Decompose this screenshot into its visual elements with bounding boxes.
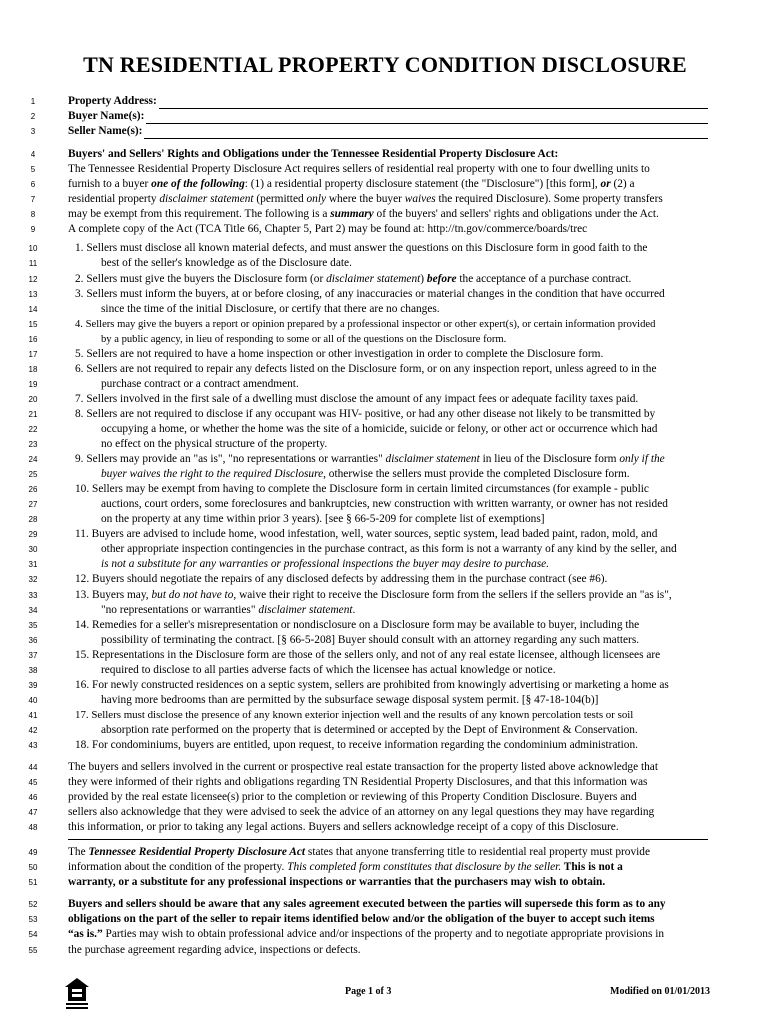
notice-text: the purchase agreement regarding advice, inspections or defects. [68,943,361,956]
text-line [0,845,770,860]
acknowledgement-text: sellers also acknowledge that they were advised to seek the advice of an attorney on any legal questions they may have regarding [68,806,655,819]
line-number: 37 [28,650,38,660]
form-row [0,109,770,124]
list-item [0,497,770,512]
item-text: 1. Sellers must disclose all known material defects, and must answer the questions on this Disclosure form in good faith to the [75,242,648,255]
list-item [0,678,770,693]
item-text: auctions, court orders, some foreclosures and bankruptcies, new construction with written warranty, or owner has not resided [101,498,668,511]
list-item [0,317,770,332]
list-item [0,738,770,753]
item-text: 5. Sellers are not required to have a home inspection or other investigation in order to complete the Disclosure form. [75,347,604,360]
list-item [0,482,770,497]
line-number: 11 [28,259,38,269]
item-text: other appropriate inspection contingencies in the purchase contract, as this form is not a warranty of any kind by the seller, and [101,543,677,556]
line-number: 8 [30,210,36,220]
seller-names-input[interactable] [144,127,708,139]
item-text: 8. Sellers are not required to disclose if any occupant was HIV- positive, or had any other disease not likely to be transmitted by [75,407,656,420]
line-number: 26 [28,485,38,495]
list-item [0,633,770,648]
acknowledgement-text: The buyers and sellers involved in the current or prospective real estate transaction for the property listed above acknowledge that [68,761,658,774]
line-number: 38 [28,665,38,675]
page-number: Page 1 of 3 [345,986,392,997]
list-item [0,392,770,407]
line-number: 47 [28,808,38,818]
list-item [0,588,770,603]
text-line [0,912,770,927]
item-text: 11. Buyers are advised to include home, wood infestation, well, water sources, septic system, lead baded paint, radon, mold, and [75,528,658,541]
acknowledgement-text: provided by the real estate licensee(s) prior to the completion or reviewing of this Property Condition Disclosure. Buyers and [68,791,637,804]
equal-housing-opportunity-icon [64,977,90,1011]
line-number: 4 [30,150,36,160]
text-line [0,805,770,820]
item-text: 17. Sellers must disclose the presence of any known exterior injection well and the results of any known percolation tests or soil [75,708,634,721]
line-number: 27 [28,500,38,510]
list-item [0,241,770,256]
line-number: 17 [28,349,38,359]
item-text: 16. For newly constructed residences on a septic system, sellers are prohibited from knowingly advertising or marketing a home as [75,678,669,691]
line-number: 33 [28,590,38,600]
item-text: possibility of terminating the contract. [§ 66-5-208] Buyer should consult with an attorney regarding any such matters. [101,633,640,646]
notice-text: information about the condition of the property. This completed form constitutes that disclosure by the seller. This is not a [68,861,623,874]
line-number: 13 [28,289,38,299]
line-number: 48 [28,823,38,833]
line-number: 9 [30,225,36,235]
line-number: 14 [28,304,38,314]
item-text: 9. Sellers may provide an "as is", "no representations or warranties" disclaimer statement in lieu of the Disclosure form only if the [75,453,665,466]
line-number: 34 [28,605,38,615]
text-line [0,927,770,942]
item-text: on the property at any time within prior 3 years). [see § 66-5-209 for complete list of exemptions] [101,513,545,526]
line-number: 32 [28,575,38,585]
list-item [0,287,770,302]
list-item [0,407,770,422]
line-number: 7 [30,195,36,205]
property-address-field[interactable] [68,94,708,109]
text-line [0,192,770,207]
item-text: buyer waives the right to the required Disclosure, otherwise the sellers must provide the completed Disclosure form. [101,468,630,481]
line-number: 49 [28,848,38,858]
list-item [0,302,770,317]
item-text: 4. Sellers may give the buyers a report or opinion prepared by a professional inspector or other expert(s), or certain information provided [75,318,656,330]
line-number: 6 [30,180,36,190]
line-number: 29 [28,530,38,540]
item-text: required to disclose to all parties adverse facts of which the licensee has actual knowledge or notice. [101,663,556,676]
item-text: 3. Sellers must inform the buyers, at or before closing, of any inaccuracies or material changes in the condition that have occurred [75,287,665,300]
line-number: 31 [28,560,38,570]
line-number: 21 [28,409,38,419]
seller-names-label: Seller Name(s): [68,125,143,138]
notice-text: obligations on the part of the seller to repair items identified below and/or the obligation of the buyer to accept such items [68,913,655,926]
item-text: 6. Sellers are not required to repair any defects listed on the Disclosure form, or on any inspection report, unless agreed to in the [75,362,657,375]
item-text: 15. Representations in the Disclosure form are those of the sellers only, and not of any real estate licensee, although licensees are [75,648,661,661]
line-number: 52 [28,900,38,910]
line-number: 39 [28,680,38,690]
notice-text: “as is.” Parties may wish to obtain professional advice and/or inspections of the property and to negotiate appropriate provisions in [68,928,665,941]
line-number: 50 [28,863,38,873]
form-body [0,94,770,958]
buyer-names-field[interactable] [68,109,708,124]
item-text: 14. Remedies for a seller's misrepresentation or nondisclosure on a Disclosure form may be available to buyer, including the [75,618,640,631]
rights-heading: Buyers' and Sellers' Rights and Obligations under the Tennessee Residential Property Disclosure Act: [68,148,559,161]
list-item [0,467,770,482]
line-number: 23 [28,440,38,450]
list-item [0,512,770,527]
item-text: 18. For condominiums, buyers are entitled, upon request, to receive information regarding the condominium administration. [75,738,638,751]
notice-text: Buyers and sellers should be aware that any sales agreement executed between the parties will supersede this form as to any [68,898,666,911]
list-item [0,693,770,708]
line-number: 12 [28,274,38,284]
list-item [0,648,770,663]
list-item [0,618,770,633]
item-text: by a public agency, in lieu of responding to some or all of the questions on the Disclosure form. [101,333,507,345]
line-number: 5 [30,165,36,175]
intro-text: residential property disclaimer statement (permitted only where the buyer waives the required Disclosure). Some property transfers [68,193,663,206]
item-text: absorption rate performed on the property that is determined or accepted by the Dept of Environment & Conservation. [101,723,638,736]
text-line [0,897,770,912]
text-line [0,820,770,835]
item-text: 12. Buyers should negotiate the repairs of any disclosed defects by addressing them in the purchase contract (see #6). [75,573,608,586]
notice-text: The Tennessee Residential Property Disclosure Act states that anyone transferring title to residential real property must provide [68,846,650,859]
intro-text: A complete copy of the Act (TCA Title 66, Chapter 5, Part 2) may be found at: http://tn.gov/commerce/boards/trec [68,223,588,236]
item-text: 10. Sellers may be exempt from having to complete the Disclosure form in certain limited circumstances (for example - public [75,483,649,496]
property-address-label: Property Address: [68,95,157,107]
list-item [0,332,770,347]
line-number: 24 [28,455,38,465]
item-text: best of the seller's knowledge as of the Disclosure date. [101,257,352,270]
line-number: 46 [28,793,38,803]
acknowledgement-text: this information, or prior to taking any legal actions. Buyers and sellers acknowledge receipt of a copy of this Disclosure. [68,821,619,834]
page-title: TN RESIDENTIAL PROPERTY CONDITION DISCLOSURE [83,52,687,77]
line-number: 16 [28,334,38,344]
line-number: 51 [28,878,38,888]
list-item [0,572,770,587]
item-text: 13. Buyers may, but do not have to, waive their right to receive the Disclosure form from the sellers if the sellers provide an "as is", [75,588,672,601]
line-number: 35 [28,620,38,630]
list-item [0,603,770,618]
item-text: since the time of the initial Disclosure, or certify that there are no changes. [101,302,440,315]
form-row [0,94,770,109]
text-line [0,775,770,790]
list-item [0,256,770,271]
line-number: 18 [28,364,38,374]
modified-date: Modified on 01/01/2013 [610,986,711,997]
line-number: 19 [28,379,38,389]
buyer-names-label: Buyer Name(s): [68,110,145,123]
text-line [0,760,770,775]
list-item [0,272,770,287]
line-number: 45 [28,778,38,788]
list-item [0,452,770,467]
list-item [0,362,770,377]
item-text: occupying a home, or whether the home was the site of a homicide, suicide or felony, or other act or occurrence which had [101,422,658,435]
list-item [0,437,770,452]
text-line [0,222,770,237]
line-number: 10 [28,244,38,254]
item-text: purchase contract or a contract amendment. [101,377,299,390]
line-number: 15 [28,319,38,329]
line-number: 30 [28,545,38,555]
notice-text: warranty, or a substitute for any professional inspections or warranties that the purchasers may wish to obtain. [68,876,606,889]
list-item [0,663,770,678]
list-item [0,723,770,738]
item-text: is not a substitute for any warranties or professional inspections the buyer may desire to purchase. [101,558,550,571]
text-line [0,162,770,177]
list-item [0,422,770,437]
line-number: 54 [28,930,38,940]
text-line [0,790,770,805]
line-number: 41 [28,710,38,720]
line-number: 43 [28,740,38,750]
list-item [0,708,770,723]
line-number: 22 [28,424,38,434]
intro-text: furnish to a buyer one of the following: (1) a residential property disclosure statement (the "Disclosure") [this form], or (2) a [68,178,635,191]
text-line [0,177,770,192]
line-number: 2 [30,112,36,122]
line-number: 25 [28,470,38,480]
property-address-input[interactable] [159,97,708,109]
item-text: 7. Sellers involved in the first sale of a dwelling must disclose the amount of any impact fees or adequate facility taxes paid. [75,392,639,405]
item-text: no effect on the physical structure of the property. [101,438,328,451]
list-item [0,542,770,557]
line-number: 28 [28,515,38,525]
seller-names-field[interactable] [68,124,708,139]
text-line [0,207,770,222]
divider [0,835,770,845]
list-item [0,527,770,542]
line-number: 53 [28,915,38,925]
line-number: 55 [28,945,38,955]
line-number: 1 [30,97,36,106]
list-item [0,557,770,572]
item-text: having more bedrooms than are permitted by the subsurface sewage disposal system permit. [§ 47-18-104(b)] [101,693,599,706]
buyer-names-input[interactable] [146,112,708,124]
intro-text: The Tennessee Residential Property Disclosure Act requires sellers of residential real property with one to four dwelling units to [68,163,650,176]
line-number: 36 [28,635,38,645]
list-item [0,347,770,362]
list-item [0,377,770,392]
form-row [0,124,770,139]
text-line [0,147,770,162]
line-number: 44 [28,763,38,773]
line-number: 40 [28,695,38,705]
item-text: 2. Sellers must give the buyers the Disclosure form (or disclaimer statement) before the acceptance of a purchase contract. [75,272,632,285]
text-line [0,860,770,875]
intro-text: may be exempt from this requirement. The following is a summary of the buyers' and sellers' rights and obligations under the Act. [68,208,659,221]
line-number: 20 [28,394,38,404]
line-number: 42 [28,725,38,735]
item-text: "no representations or warranties" disclaimer statement. [101,603,356,616]
text-line [0,943,770,958]
acknowledgement-text: they were informed of their rights and obligations regarding TN Residential Property Disclosures, and that this information was [68,776,648,789]
line-number: 3 [30,127,36,137]
text-line [0,875,770,890]
